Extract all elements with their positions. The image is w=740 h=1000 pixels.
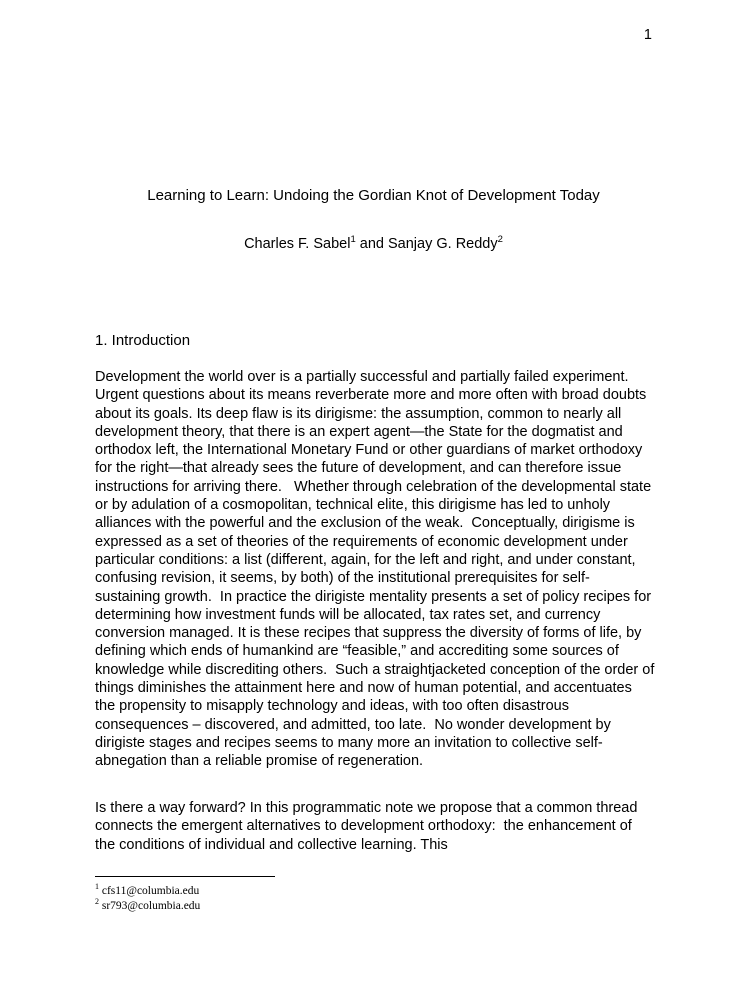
authors-line <box>95 235 652 253</box>
footnote-1-marker: 1 <box>95 882 99 892</box>
footnote-separator-rule <box>95 876 275 877</box>
author-2: Sanjay G. Reddy <box>388 236 498 252</box>
footnote-2-marker: 2 <box>95 896 99 906</box>
page-number: 1 <box>643 27 652 43</box>
paragraph-1: Development the world over is a partially successful and partially failed experiment. Urgent questions about its means reverberate more and more often with broad doubts about its goals. Its deep flaw is its dirigisme: the assumption, common to nearly all development theory, that there is an expert agent—the State for the dogmatist and orthodox left, the International Monetary Fund or other guardians of market orthodoxy for the right—that already sees the future of development, and can therefore issue instructions for arriving there. Whether through celebration of the developmental state or by adulation of a cosmopolitan, technical elite, this dirigisme has led to unholy alliances with the powerful and the exclusion of the weak. Conceptually, dirigisme is expressed as a set of theories of the requirements of economic development under particular conditions: a list (different, again, for the left and right, and under constant, confusing revision, it seems, by both) of the institutional prerequisites for self-sustaining growth. In practice the dirigiste mentality presents a set of policy recipes for determining how investment funds will be allocated, tax rates set, and currency conversion managed. It is these recipes that suppress the diversity of forms of life, by defining which ends of humankind are “feasible,” and accrediting some sources of knowledge while discrediting others. Such a straightjacketed conception of the order of things diminishes the attainment here and now of human potential, and accentuates the propensity to misapply technology and ideas, with too often disastrous consequences – discovered, and admitted, too late. No wonder development by dirigiste stages and recipes seems to many more an invitation to collective self-abnegation than a reliable promise of regeneration. <box>95 369 659 770</box>
author-1: Charles F. Sabel <box>244 236 351 252</box>
paper-title: Learning to Learn: Undoing the Gordian Knot of Development Today <box>147 187 600 204</box>
footnote-area <box>95 876 655 913</box>
section-heading-introduction: 1. Introduction <box>95 332 191 349</box>
author-1-footnote-marker: 1 <box>350 234 356 246</box>
footnote-1 <box>95 884 655 899</box>
paragraph-2: Is there a way forward? In this programmatic note we propose that a common thread connects the emergent alternatives to development orthodoxy: the enhancement of the conditions of individual and collective learning. This <box>95 800 642 853</box>
author-2-footnote-marker: 2 <box>497 234 503 246</box>
footnote-2-text: sr793@columbia.edu <box>101 899 201 912</box>
authors-separator: and <box>355 236 388 252</box>
footnote-1-text: cfs11@columbia.edu <box>101 885 200 897</box>
footnote-2 <box>95 896 655 914</box>
